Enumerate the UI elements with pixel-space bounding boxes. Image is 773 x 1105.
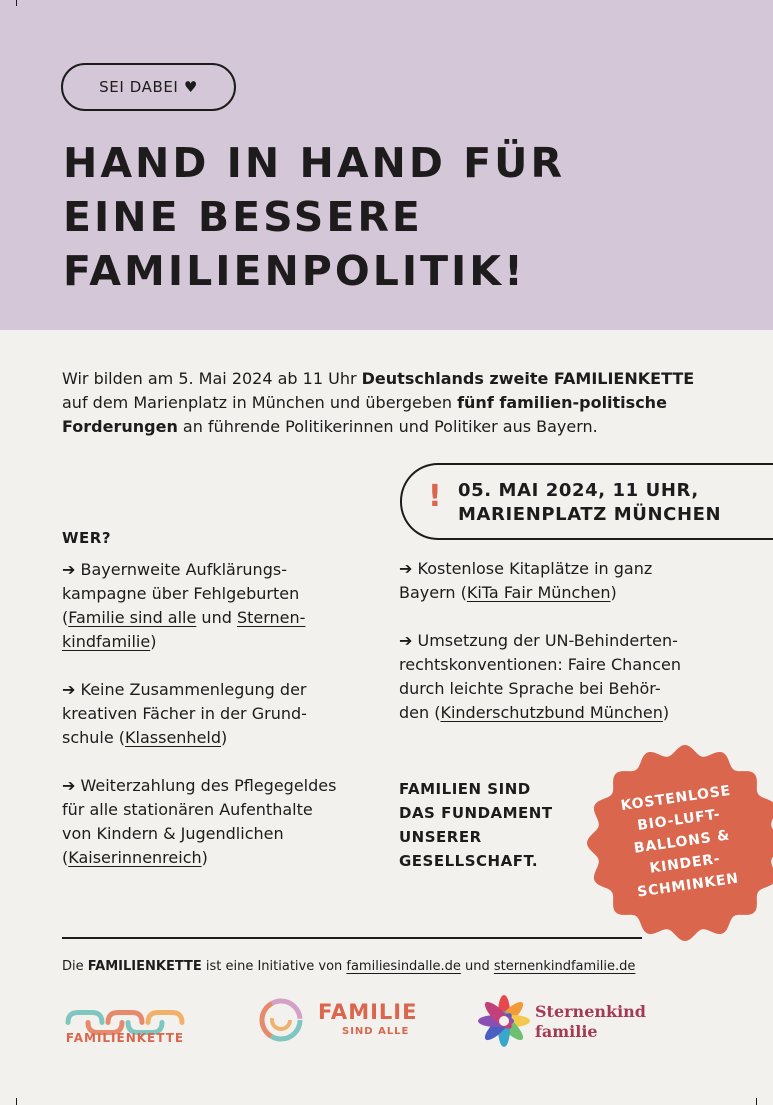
demand-line: ➔ Weiterzahlung des Pflegegeldes: [62, 776, 337, 795]
intro-text: an führende Politikerinnen und Politiker aus Bayern.: [177, 417, 598, 436]
demand-item: [62, 774, 372, 870]
demands-left-column: [62, 558, 372, 894]
intro-bold: fünf familien-politische Forderungen: [62, 393, 667, 436]
sei-dabei-pill: SEI DABEI ♥: [61, 63, 236, 111]
demand-line: kreativen Fächer in der Grund-: [62, 704, 307, 723]
demand-line: ➔ Kostenlose Kitaplätze in ganz: [399, 559, 653, 578]
headline-line: FAMILIENPOLITIK!: [63, 247, 526, 295]
demand-text: schule (: [62, 728, 126, 747]
claim-statement: [399, 777, 553, 873]
demands-right-column: [399, 557, 729, 749]
demand-line: [399, 701, 729, 725]
demand-text: (: [62, 608, 69, 627]
demand-line: [62, 846, 372, 870]
demand-line: [399, 581, 729, 605]
badge-line: KOSTENLOSE: [619, 782, 732, 815]
demand-line: [62, 630, 372, 654]
divider: [62, 937, 642, 939]
link-sternenkindfamilie-de[interactable]: sternenkindfamilie.de: [493, 959, 636, 974]
wer-heading: WER?: [62, 529, 112, 547]
link-klassenheld[interactable]: Klassenheld: [125, 728, 222, 747]
demand-item: [399, 557, 729, 605]
event-location-line: MARIENPLATZ MÜNCHEN: [458, 504, 722, 525]
event-date: [458, 479, 721, 527]
sternenkind-star-icon: [478, 995, 530, 1047]
badge-line: BIO-LUFT-: [636, 806, 722, 834]
link-kita-fair-muenchen[interactable]: KiTa Fair München: [466, 583, 611, 602]
demand-line: für alle stationären Aufenthalte: [62, 800, 313, 819]
footer-text: ist eine Initiative von: [201, 959, 347, 974]
demand-line: ➔ Umsetzung der UN-Behinderten-: [399, 631, 678, 650]
claim-line: DAS FUNDAMENT: [399, 804, 553, 822]
familie-sind-alle-logo-sub: SIND ALLE: [342, 1026, 410, 1037]
intro-text: Wir bilden am 5. Mai 2024 ab 11 Uhr: [62, 369, 362, 388]
demand-text: (: [62, 848, 69, 867]
demand-line: rechtskonventionen: Faire Chancen: [399, 655, 681, 674]
demand-text: und: [196, 608, 237, 627]
link-sternenkindfamilie[interactable]: Sternen-: [236, 608, 306, 627]
demand-line: [62, 606, 372, 630]
crop-mark: [16, 1098, 17, 1105]
footer-bold: FAMILIENKETTE: [87, 959, 202, 974]
page-title: [63, 136, 703, 298]
badge-line: BALLONS &: [632, 827, 732, 857]
demand-line: kampagne über Fehlgeburten: [62, 584, 300, 603]
crop-mark: [756, 1098, 757, 1105]
demand-line: durch leichte Sprache bei Behör-: [399, 679, 661, 698]
familie-sind-alle-logo-title: FAMILIE: [318, 1000, 418, 1024]
intro-text: auf dem Marienplatz in München und übergeben: [62, 393, 458, 412]
footer-text: Die: [62, 959, 88, 974]
demand-text: ): [221, 728, 228, 747]
demand-text: den (: [399, 703, 441, 722]
demand-text: ): [662, 703, 670, 722]
claim-line: GESELLSCHAFT.: [399, 852, 539, 870]
claim-line: FAMILIEN SIND: [399, 780, 531, 798]
demand-line: von Kindern & Jugendlichen: [62, 824, 284, 843]
footer-text: und: [460, 959, 494, 974]
headline-line: HAND IN HAND FÜR: [63, 139, 566, 187]
exclamation-icon: !: [428, 479, 442, 514]
demand-item: [399, 629, 729, 725]
demand-text: Bayern (: [399, 583, 467, 602]
demand-line: [62, 726, 372, 750]
intro-bold: Deutschlands zweite FAMILIENKETTE: [361, 369, 695, 388]
crop-mark: [16, 0, 17, 6]
link-kinderschutzbund-muenchen[interactable]: Kinderschutzbund München: [440, 703, 663, 722]
badge-line: SCHMINKEN: [636, 870, 740, 901]
link-sternenkindfamilie[interactable]: kindfamilie: [62, 632, 151, 651]
link-familie-sind-alle[interactable]: Familie sind alle: [68, 608, 197, 627]
badge-text: [605, 778, 759, 906]
event-date-line: 05. MAI 2024, 11 UHR,: [458, 480, 699, 501]
intro-paragraph: [62, 367, 702, 439]
claim-line: UNSERER: [399, 828, 482, 846]
demand-line: ➔ Keine Zusammenlegung der: [62, 680, 307, 699]
sternenkind-logo-title: Sternenkind: [535, 1002, 646, 1021]
link-familiesindalle[interactable]: familiesindalle.de: [346, 959, 461, 974]
link-kaiserinnenreich[interactable]: Kaiserinnenreich: [68, 848, 202, 867]
headline-line: EINE BESSERE: [63, 193, 423, 241]
demand-text: ): [201, 848, 208, 867]
footer-note: [62, 957, 635, 977]
demand-text: ): [610, 583, 617, 602]
demand-line: ➔ Bayernweite Aufklärungs-: [62, 560, 287, 579]
demand-item: [62, 558, 372, 654]
badge-line: KINDER-: [648, 850, 722, 877]
sternenkind-logo-sub: familie: [535, 1022, 598, 1041]
familienkette-logo-text: FAMILIENKETTE: [65, 1031, 185, 1045]
demand-text: ): [150, 632, 157, 651]
demand-item: [62, 678, 372, 750]
familie-sind-alle-logo-icon: [256, 995, 306, 1045]
